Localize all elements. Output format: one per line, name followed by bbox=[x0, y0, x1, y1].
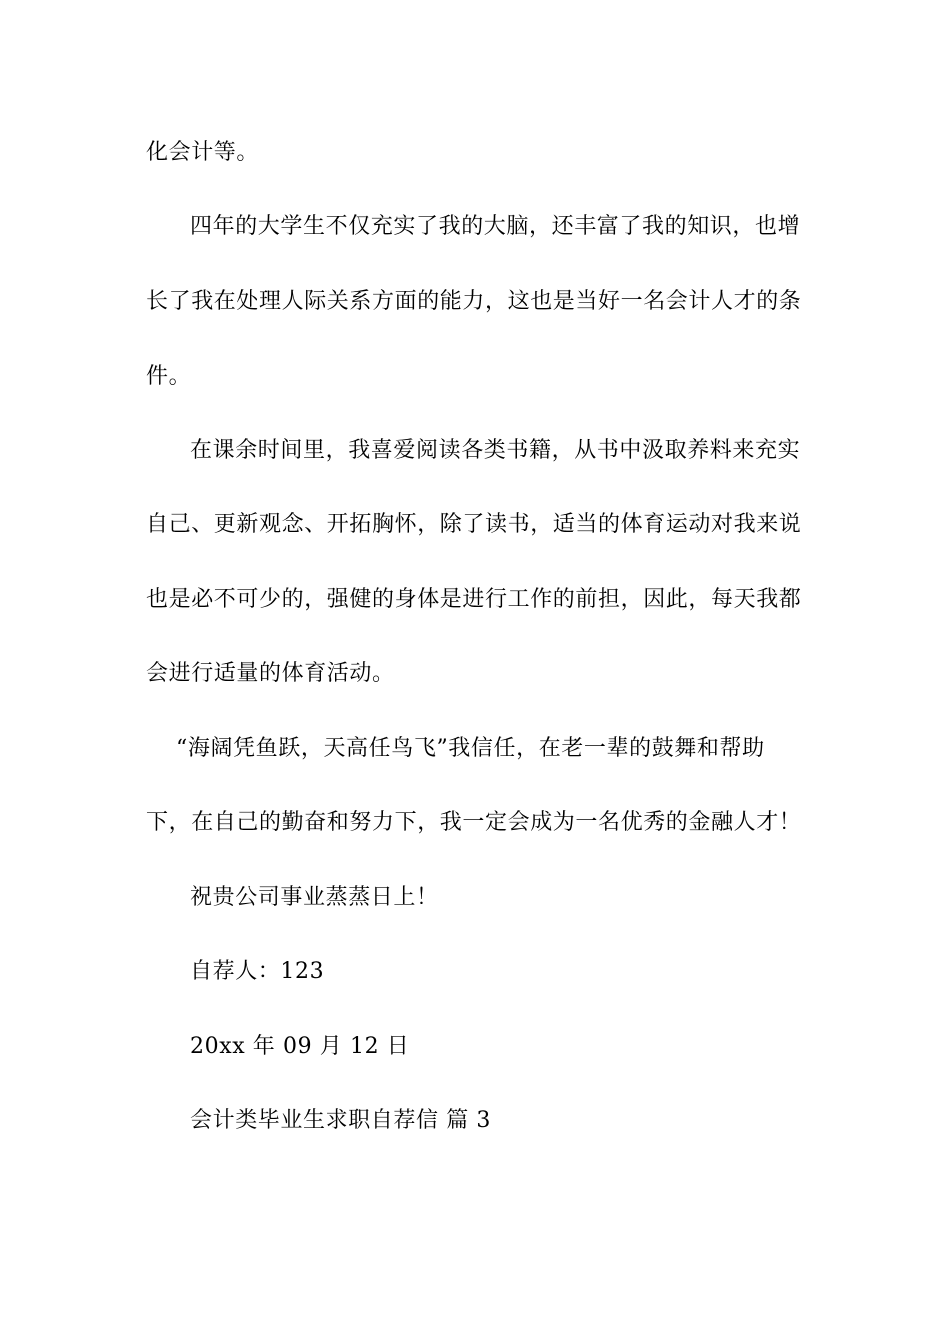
text-line: 会进行适量的体育活动。 bbox=[146, 661, 395, 686]
section-title: 会计类毕业生求职自荐信 篇 3 bbox=[190, 1108, 491, 1133]
signature-line: 自荐人：123 bbox=[190, 959, 325, 984]
text-line: 下，在自己的勤奋和努力下，我一定会成为一名优秀的金融人才！ bbox=[146, 810, 802, 835]
text-line: 长了我在处理人际关系方面的能力，这也是当好一名会计人才的条 bbox=[146, 289, 802, 314]
closing-greeting: 祝贵公司事业蒸蒸日上！ bbox=[190, 885, 439, 910]
text-line: 化会计等。 bbox=[146, 140, 260, 165]
text-line: 也是必不可少的，强健的身体是进行工作的前担，因此，每天我都 bbox=[146, 587, 802, 612]
text-line: 件。 bbox=[146, 364, 192, 389]
paragraph-line: 在课余时间里，我喜爱阅读各类书籍，从书中汲取养料来充实 bbox=[190, 438, 801, 463]
paragraph-line: “海阔凭鱼跃，天高任鸟飞”我信任，在老一辈的鼓舞和帮助 bbox=[176, 736, 765, 761]
date-line: 20xx 年 09 月 12 日 bbox=[190, 1034, 410, 1059]
paragraph-line: 四年的大学生不仅充实了我的大脑，还丰富了我的知识，也增 bbox=[190, 214, 801, 239]
text-line: 自己、更新观念、开拓胸怀，除了读书，适当的体育运动对我来说 bbox=[146, 512, 802, 537]
